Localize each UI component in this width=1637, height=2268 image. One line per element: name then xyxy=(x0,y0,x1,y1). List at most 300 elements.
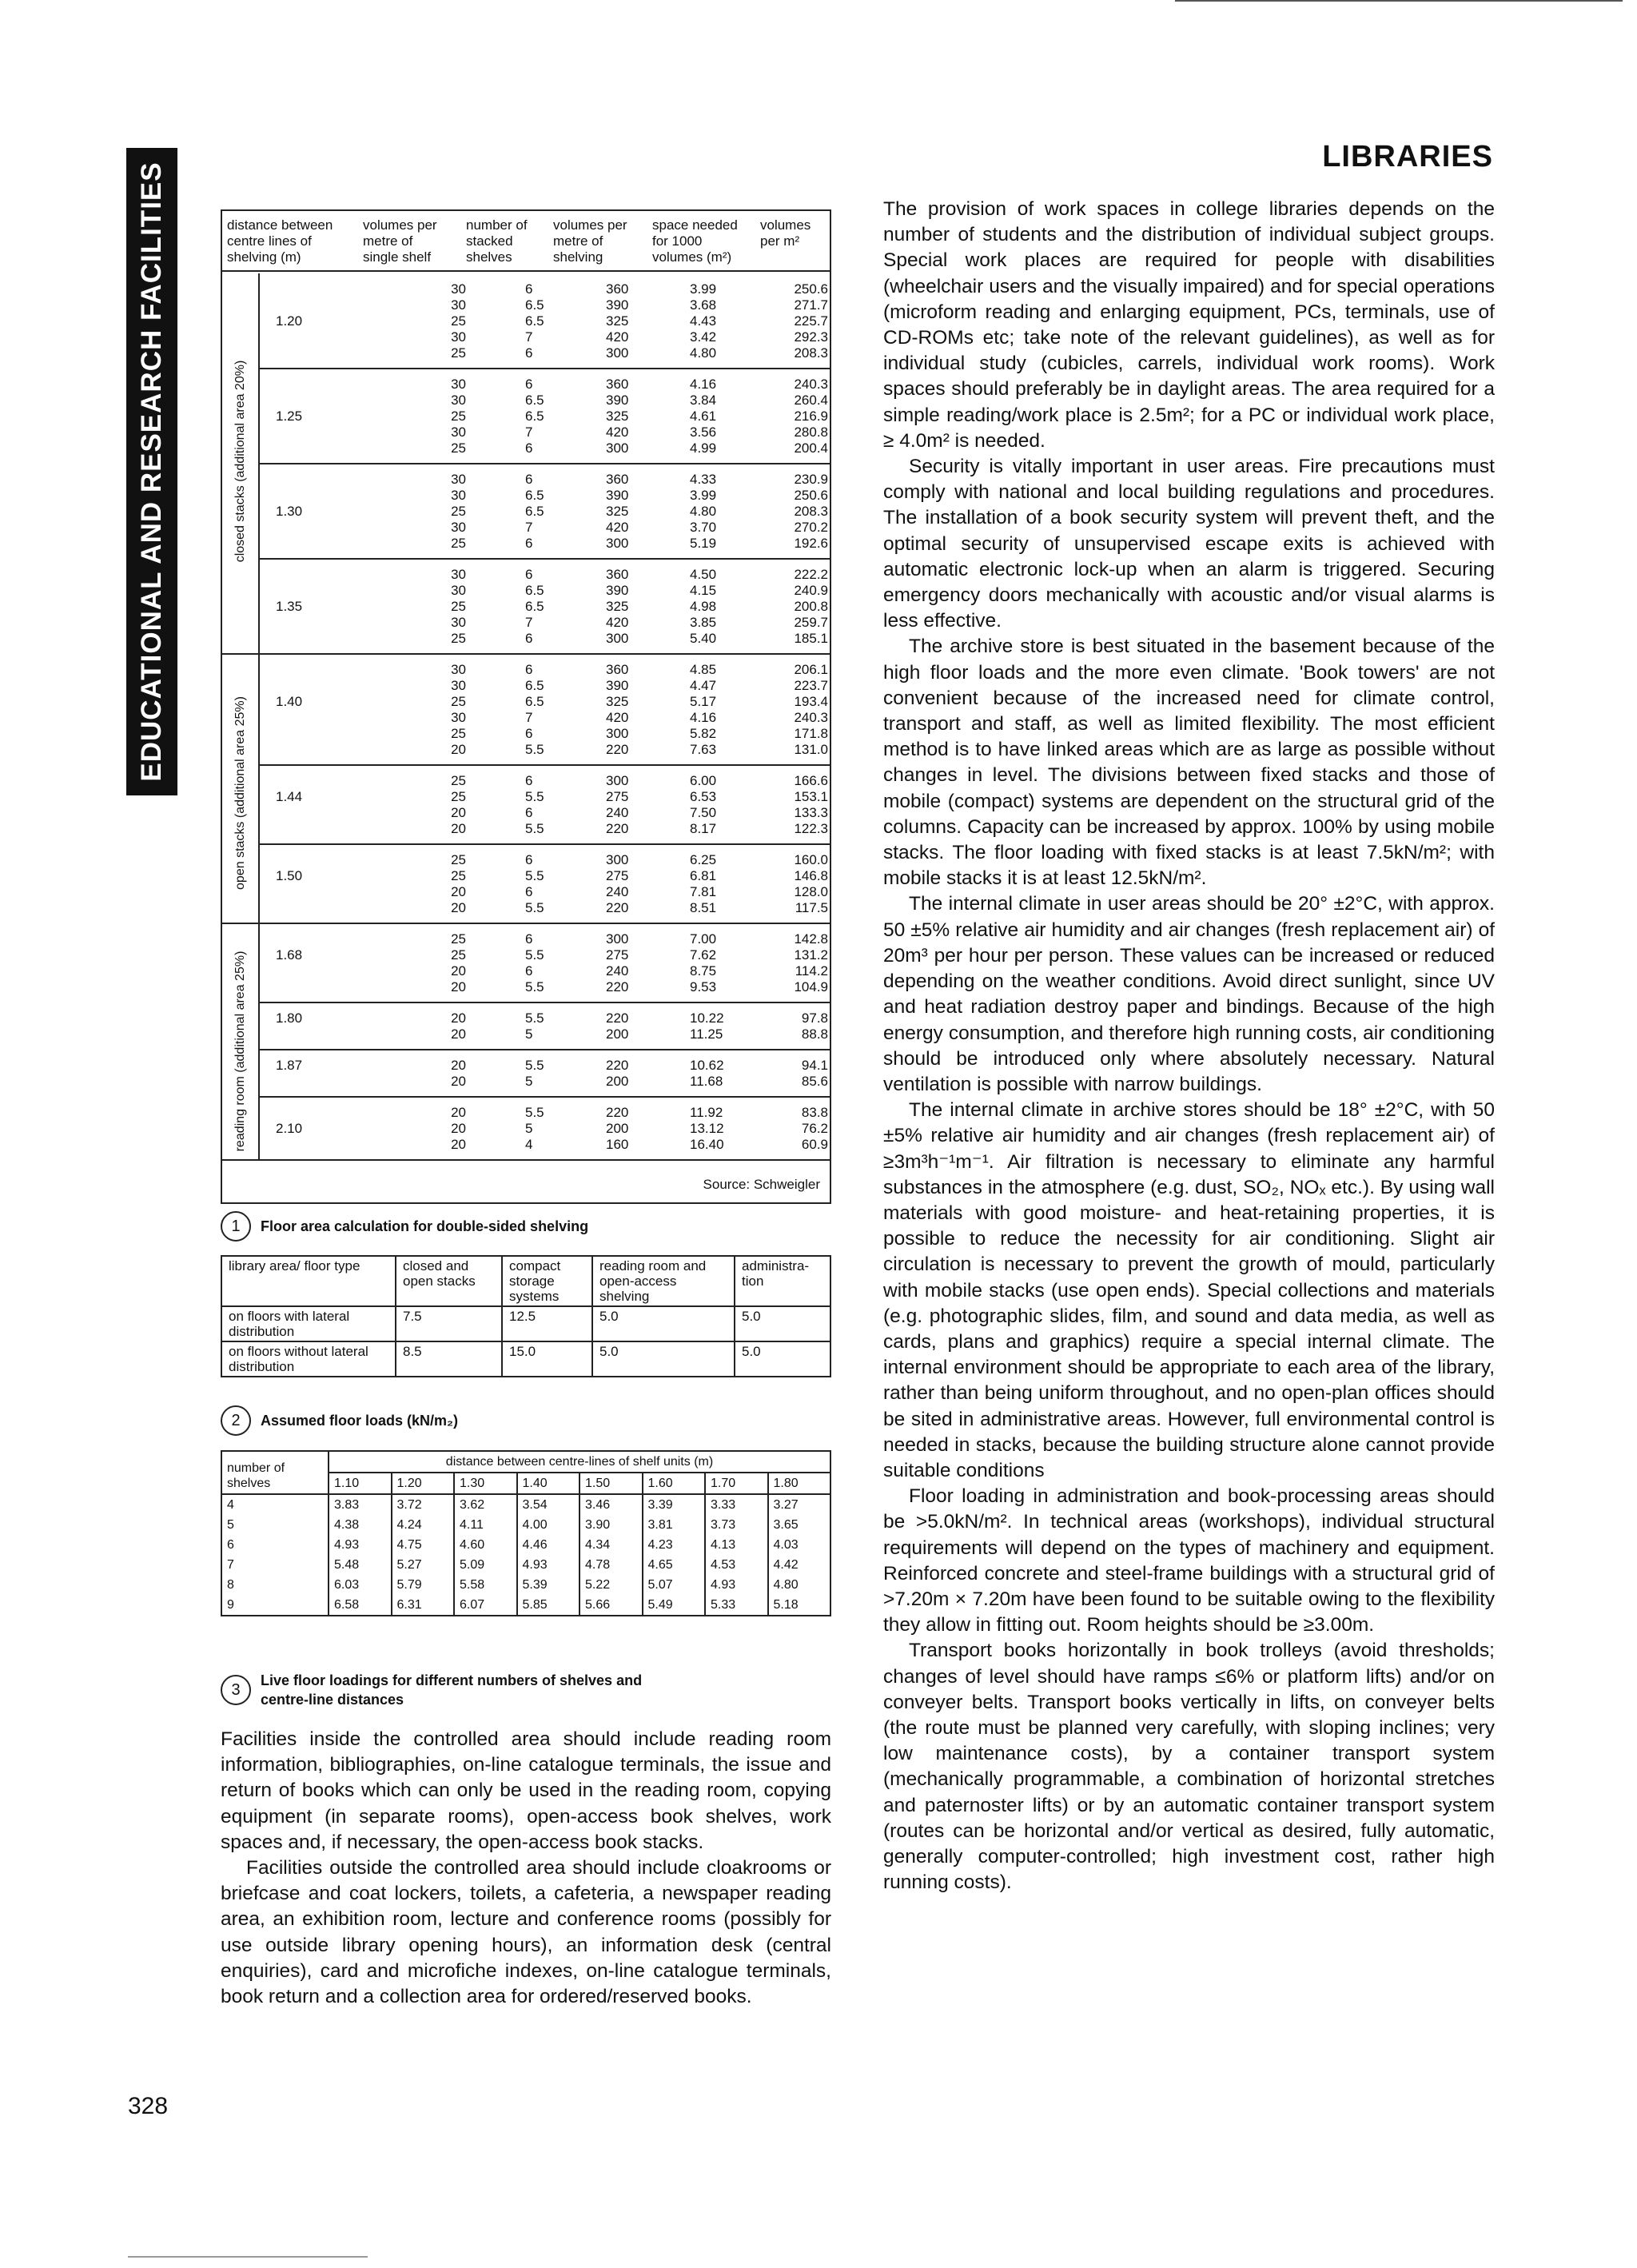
group-distance: 1.44 xyxy=(276,789,303,804)
column-header: 1.40 xyxy=(517,1473,580,1494)
table-cell: 122.3 xyxy=(794,821,828,836)
shelving-group xyxy=(258,281,830,361)
table-row xyxy=(258,852,830,868)
table-cell: 4.13 xyxy=(705,1535,768,1555)
table-cell: 4.85 xyxy=(690,662,717,677)
table-cell: 7 xyxy=(525,425,533,440)
table-cell: 76.2 xyxy=(801,1121,828,1136)
table-cell: 5 xyxy=(525,1074,533,1089)
table-cell: 275 xyxy=(606,868,629,883)
table-cell: 4.93 xyxy=(705,1575,768,1595)
table-cell: 20 xyxy=(451,1010,466,1026)
table-cell: 5.09 xyxy=(454,1555,517,1575)
table-cell: 300 xyxy=(606,852,629,867)
caption-number: 2 xyxy=(221,1405,251,1436)
table-cell: 4.78 xyxy=(580,1555,643,1575)
table-cell: 4.80 xyxy=(768,1575,831,1595)
table-cell: 4.15 xyxy=(690,583,717,598)
table-cell: 5.19 xyxy=(690,536,717,551)
table-cell: 225.7 xyxy=(794,313,828,329)
table-cell: 300 xyxy=(606,773,629,788)
table-cell: 200.4 xyxy=(794,440,828,456)
table-row xyxy=(258,520,830,536)
table-cell: 25 xyxy=(451,440,466,456)
table-row xyxy=(258,567,830,583)
table-cell: 3.33 xyxy=(705,1494,768,1515)
table-cell: 6.5 xyxy=(525,488,544,503)
table-cell: 30 xyxy=(451,425,466,440)
table-cell: 7.81 xyxy=(690,884,717,899)
table-cell: 30 xyxy=(451,281,466,297)
table-cell: 10.22 xyxy=(690,1010,724,1026)
table-row xyxy=(258,694,830,710)
table-cell: 20 xyxy=(451,821,466,836)
table-cell: 5.39 xyxy=(517,1575,580,1595)
table-cell: 7 xyxy=(525,520,533,535)
group-divider xyxy=(222,923,830,924)
table-row xyxy=(258,313,830,329)
table-row xyxy=(258,1137,830,1153)
group-distance: 1.80 xyxy=(276,1010,303,1026)
table-cell: 7.63 xyxy=(690,742,717,757)
table-cell: 4.80 xyxy=(690,504,717,519)
table-cell: 6.5 xyxy=(525,583,544,598)
table-cell: 250.6 xyxy=(794,488,828,503)
table-cell: 7 xyxy=(525,329,533,345)
header-space-needed: space needed for 1000 volumes (m²) xyxy=(652,217,738,265)
table-cell: 13.12 xyxy=(690,1121,724,1136)
group-divider xyxy=(258,1096,830,1098)
table-cell: 390 xyxy=(606,393,629,408)
shelving-group xyxy=(258,852,830,916)
table-cell: 6.5 xyxy=(525,409,544,424)
table-cell: 6 xyxy=(525,662,533,677)
table-cell: 5.79 xyxy=(392,1575,455,1595)
table-cell: 200 xyxy=(606,1121,629,1136)
column-header: 1.80 xyxy=(768,1473,831,1494)
table-cell: 6 xyxy=(525,805,533,820)
table-cell: 5.49 xyxy=(643,1595,706,1616)
table-cell: 5.5 xyxy=(525,947,544,963)
table-cell: 259.7 xyxy=(794,615,828,630)
table-cell: 4.23 xyxy=(643,1535,706,1555)
paragraph: The archive store is best situated in the basement because of the high floor loads and the more even climate. 'Book towers' are not convenient because of the increased need for climate control, transport and staff, as well as limited flexibility. The most efficient method is to have linked areas which are as large as possible without changes in level. The divisions between fixed stacks and those of mobile (compact) systems are dependent on the structural grid of the columns. Capacity can be increased by approx. 100% by using mobile stacks. The floor loading with fixed stacks is at least 7.5kN/m²; with mobile stacks it is at least 12.5kN/m². xyxy=(883,636,1495,890)
live-floor-loadings-table xyxy=(221,1450,831,1616)
table-cell: 30 xyxy=(451,393,466,408)
table-cell: 160.0 xyxy=(794,852,828,867)
table-cell: 6.5 xyxy=(525,694,544,709)
table-cell: 4 xyxy=(221,1494,329,1515)
column-header: 1.20 xyxy=(392,1473,455,1494)
table-row xyxy=(258,868,830,884)
table-cell: 25 xyxy=(451,409,466,424)
table-cell: 4.93 xyxy=(329,1535,392,1555)
table-cell: 6.00 xyxy=(690,773,717,788)
table-cell: 30 xyxy=(451,678,466,693)
table-cell: 6 xyxy=(525,631,533,646)
table-cell: 131.2 xyxy=(794,947,828,963)
table-cell: 20 xyxy=(451,1121,466,1136)
table-row xyxy=(258,281,830,297)
table-cell: 420 xyxy=(606,329,629,345)
table-cell: 240.9 xyxy=(794,583,828,598)
table-cell: 25 xyxy=(451,599,466,614)
table-cell: 7.00 xyxy=(690,931,717,947)
table-cell: on floors without lateral distribution xyxy=(221,1341,396,1377)
table-cell: 220 xyxy=(606,742,629,757)
table-row xyxy=(258,615,830,631)
table-cell: 6.5 xyxy=(525,599,544,614)
table-cell: 300 xyxy=(606,345,629,361)
table-cell: 220 xyxy=(606,821,629,836)
table-cell: 11.25 xyxy=(690,1026,723,1042)
table-cell: 25 xyxy=(451,694,466,709)
table-cell: 171.8 xyxy=(794,726,828,741)
table-cell: 3.99 xyxy=(690,281,717,297)
table-cell: 5.22 xyxy=(580,1575,643,1595)
group-distance: 1.68 xyxy=(276,947,303,963)
table-cell: 420 xyxy=(606,615,629,630)
header-cell: library area/ floor type xyxy=(221,1256,396,1306)
table-cell: 390 xyxy=(606,297,629,313)
table-cell: 8.51 xyxy=(690,900,717,915)
table-cell: 25 xyxy=(451,789,466,804)
table-cell: 146.8 xyxy=(794,868,828,883)
table-row xyxy=(258,963,830,979)
header-cell: compact storage systems xyxy=(502,1256,592,1306)
table-cell: 4.60 xyxy=(454,1535,517,1555)
group-distance: 1.87 xyxy=(276,1058,303,1073)
table-row xyxy=(258,1058,830,1074)
table-cell: 360 xyxy=(606,281,629,297)
shelving-group xyxy=(258,662,830,758)
table-cell: 5.5 xyxy=(525,789,544,804)
group-distance: 1.40 xyxy=(276,694,303,709)
group-divider xyxy=(258,368,830,369)
table-cell: 4.75 xyxy=(392,1535,455,1555)
table-row xyxy=(221,1595,830,1616)
table-cell: 6.31 xyxy=(392,1595,455,1616)
group-divider xyxy=(258,764,830,766)
table-cell: 12.5 xyxy=(502,1306,592,1341)
group-divider xyxy=(258,463,830,464)
table-cell: 206.1 xyxy=(794,662,828,677)
table-row xyxy=(258,979,830,995)
table-cell: 6 xyxy=(525,440,533,456)
table-cell: 300 xyxy=(606,726,629,741)
table-cell: 360 xyxy=(606,377,629,392)
table-cell: 16.40 xyxy=(690,1137,724,1152)
table-cell: 6.81 xyxy=(690,868,717,883)
table-row xyxy=(221,1341,830,1377)
table-cell: 6 xyxy=(525,281,533,297)
table-cell: 25 xyxy=(451,773,466,788)
table-cell: 240 xyxy=(606,963,629,979)
group-distance: 2.10 xyxy=(276,1121,303,1136)
table-row xyxy=(221,1494,830,1515)
table-cell: 30 xyxy=(451,567,466,582)
table-cell: 3.85 xyxy=(690,615,717,630)
table-cell: 117.5 xyxy=(795,900,828,915)
table-cell: 25 xyxy=(451,947,466,963)
table-row xyxy=(258,742,830,758)
table-cell: 6 xyxy=(525,536,533,551)
left-text-column xyxy=(221,1727,831,2010)
section-sidebar xyxy=(126,148,177,795)
table-cell: on floors with lateral distribution xyxy=(221,1306,396,1341)
table-cell: 3.27 xyxy=(768,1494,831,1515)
table-cell: 30 xyxy=(451,583,466,598)
table-cell: 97.8 xyxy=(801,1010,828,1026)
paragraph: Facilities outside the controlled area should include cloakrooms or briefcase and coat lockers, toilets, a cafeteria, a newspaper reading area, an exhibition room, lecture and conference rooms (possibly for use outside library opening hours), an information desk (central enquiries), card and microfiche indexes, on-line catalogue terminals, book return and a collection area for ordered/reserved books. xyxy=(221,1857,831,2008)
column-header: 1.30 xyxy=(454,1473,517,1494)
table-cell: 131.0 xyxy=(794,742,828,757)
table-row xyxy=(258,1121,830,1137)
table-cell: 6.07 xyxy=(454,1595,517,1616)
table-cell: 5.18 xyxy=(768,1595,831,1616)
table-cell: 8.75 xyxy=(690,963,717,979)
column-header: 1.70 xyxy=(705,1473,768,1494)
table-cell: 271.7 xyxy=(794,297,828,313)
table-cell: 4 xyxy=(525,1137,533,1152)
header-cell: administra- tion xyxy=(735,1256,830,1306)
table-row xyxy=(258,678,830,694)
table-cell: 20 xyxy=(451,1105,466,1120)
caption-3 xyxy=(221,1671,642,1709)
caption-number: 1 xyxy=(221,1211,251,1242)
caption-1 xyxy=(221,1211,588,1242)
page-number: 328 xyxy=(128,2093,169,2119)
table-cell: 360 xyxy=(606,472,629,487)
table-cell: 420 xyxy=(606,425,629,440)
table-cell: 7 xyxy=(221,1555,329,1575)
table-cell: 114.2 xyxy=(795,963,828,979)
table-row xyxy=(258,662,830,678)
header-cell: reading room and open-access shelving xyxy=(592,1256,735,1306)
header-volumes-per-shelving: volumes per metre of shelving xyxy=(553,217,627,265)
table-row xyxy=(258,1105,830,1121)
table-cell: 5.48 xyxy=(329,1555,392,1575)
table-cell: 6.53 xyxy=(690,789,717,804)
table-cell: 3.68 xyxy=(690,297,717,313)
table-cell: 185.1 xyxy=(794,631,828,646)
table-cell: 30 xyxy=(451,472,466,487)
table-cell: 5.5 xyxy=(525,821,544,836)
table-row xyxy=(258,947,830,963)
table-cell: 3.84 xyxy=(690,393,717,408)
table-row xyxy=(258,789,830,805)
table-cell: 420 xyxy=(606,710,629,725)
shelving-group xyxy=(258,567,830,647)
table-cell: 5.0 xyxy=(735,1306,830,1341)
table-cell: 60.9 xyxy=(801,1137,828,1152)
table-cell: 3.39 xyxy=(643,1494,706,1515)
table-cell: 6 xyxy=(525,377,533,392)
table-cell: 4.03 xyxy=(768,1535,831,1555)
table-cell: 5.33 xyxy=(705,1595,768,1616)
table-cell: 6.5 xyxy=(525,393,544,408)
header-volumes-per-m2: volumes per m² xyxy=(760,217,811,249)
table-cell: 220 xyxy=(606,1010,629,1026)
table-cell: 4.33 xyxy=(690,472,717,487)
table-cell: 25 xyxy=(451,868,466,883)
table-cell: 6 xyxy=(221,1535,329,1555)
shelving-group xyxy=(258,931,830,995)
table1-body xyxy=(222,273,830,1202)
group-distance: 1.30 xyxy=(276,504,303,519)
table-cell: 20 xyxy=(451,900,466,915)
table-row xyxy=(258,726,830,742)
header-cell: closed and open stacks xyxy=(396,1256,502,1306)
table-cell: 7.50 xyxy=(690,805,717,820)
table-row xyxy=(258,504,830,520)
table-cell: 4.42 xyxy=(768,1555,831,1575)
table-cell: 8 xyxy=(221,1575,329,1595)
paragraph: Facilities inside the controlled area should include reading room information, bibliographies, on-line catalogue terminals, the issue and return of books which can only be used in the reading room, copying equipment (in separate rooms), open-access book shelves, work spaces and, if necessary, the open-access book stacks. xyxy=(221,1728,831,1853)
table-cell: 7 xyxy=(525,615,533,630)
span-header: distance between centre-lines of shelf units (m) xyxy=(329,1451,830,1473)
table-row xyxy=(221,1515,830,1535)
group-divider xyxy=(258,1002,830,1003)
table-cell: 3.56 xyxy=(690,425,717,440)
table-cell: 4.11 xyxy=(454,1515,517,1535)
paragraph: The provision of work spaces in college libraries depends on the number of students and the distribution of individual subject groups. Special work places are required for people with disabilities (wheelchair users and the visually impaired) and for special operations (microform reading and enlarging equipment, PCs, terminals, use of CD-ROMs etc; take note of the relevant guidelines), as well as for individual study (cubicles, carrels, individual work rooms). Work spaces should preferably be in daylight areas. The area required for a simple reading/work place is 2.5m²; for a PC or individual work place, ≥ 4.0m² is needed. xyxy=(883,198,1495,452)
table-cell: 6.58 xyxy=(329,1595,392,1616)
table-cell: 25 xyxy=(451,931,466,947)
table1-header xyxy=(222,214,830,272)
table-row xyxy=(258,1010,830,1026)
table-cell: 4.98 xyxy=(690,599,717,614)
table-cell: 360 xyxy=(606,662,629,677)
table-cell: 390 xyxy=(606,678,629,693)
table-cell: 9 xyxy=(221,1595,329,1616)
table-row xyxy=(258,805,830,821)
table-cell: 220 xyxy=(606,900,629,915)
table-cell: 142.8 xyxy=(794,931,828,947)
table-cell: 5 xyxy=(525,1026,533,1042)
table-cell: 260.4 xyxy=(794,393,828,408)
table-cell: 11.92 xyxy=(690,1105,723,1120)
table-cell: 6 xyxy=(525,726,533,741)
table-cell: 25 xyxy=(451,536,466,551)
table-cell: 6 xyxy=(525,345,533,361)
table-cell: 11.68 xyxy=(690,1074,723,1089)
table-cell: 5.5 xyxy=(525,1105,544,1120)
table-cell: 4.24 xyxy=(392,1515,455,1535)
table-cell: 325 xyxy=(606,694,629,709)
header-volumes-per-metre: volumes per metre of single shelf xyxy=(363,217,437,265)
table-cell: 166.6 xyxy=(794,773,828,788)
group-divider xyxy=(258,1049,830,1050)
table-cell: 20 xyxy=(451,963,466,979)
table-cell: 220 xyxy=(606,979,629,994)
table-row xyxy=(258,329,830,345)
shelving-group xyxy=(258,472,830,552)
table-cell: 5 xyxy=(525,1121,533,1136)
table-cell: 5.5 xyxy=(525,868,544,883)
table-cell: 7.5 xyxy=(396,1306,502,1341)
table-cell: 4.50 xyxy=(690,567,717,582)
table-cell: 6 xyxy=(525,963,533,979)
table-cell: 208.3 xyxy=(794,345,828,361)
table-bottom-divider xyxy=(222,1159,830,1161)
table-cell: 6.5 xyxy=(525,678,544,693)
row-header: number of shelves xyxy=(221,1451,329,1494)
table-cell: 6 xyxy=(525,773,533,788)
table3-body xyxy=(221,1451,830,1616)
table-row xyxy=(258,900,830,916)
table-cell: 20 xyxy=(451,1137,466,1152)
table-row xyxy=(221,1451,830,1473)
table-cell: 5.0 xyxy=(735,1341,830,1377)
table-cell: 3.62 xyxy=(454,1494,517,1515)
table-cell: 5.58 xyxy=(454,1575,517,1595)
table-cell: 3.81 xyxy=(643,1515,706,1535)
table-cell: 20 xyxy=(451,742,466,757)
table-cell: 275 xyxy=(606,789,629,804)
table-cell: 30 xyxy=(451,615,466,630)
table-cell: 10.62 xyxy=(690,1058,724,1073)
table-cell: 5.0 xyxy=(592,1306,735,1341)
table-row xyxy=(221,1535,830,1555)
table-cell: 5.40 xyxy=(690,631,717,646)
table-cell: 6 xyxy=(525,567,533,582)
table-cell: 5.27 xyxy=(392,1555,455,1575)
floor-loads-table xyxy=(221,1255,831,1377)
table-row xyxy=(258,773,830,789)
table-cell: 6.5 xyxy=(525,297,544,313)
table-cell: 3.72 xyxy=(392,1494,455,1515)
sidebar-label: EDUCATIONAL AND RESEARCH FACILITIES xyxy=(136,161,167,782)
table-cell: 5.0 xyxy=(592,1341,735,1377)
table-cell: 230.9 xyxy=(794,472,828,487)
table-cell: 6 xyxy=(525,884,533,899)
table-row xyxy=(221,1256,830,1306)
table-cell: 25 xyxy=(451,504,466,519)
column-header: 1.50 xyxy=(580,1473,643,1494)
table-cell: 3.70 xyxy=(690,520,717,535)
table-cell: 3.42 xyxy=(690,329,717,345)
table-cell: 6.03 xyxy=(329,1575,392,1595)
table-cell: 4.00 xyxy=(517,1515,580,1535)
caption-text: Assumed floor loads (kN/m₂) xyxy=(261,1413,459,1429)
table-cell: 6.5 xyxy=(525,313,544,329)
paragraph: Security is vitally important in user areas. Fire precautions must comply with national and local building regulations and procedures. The installation of a book security system will prevent theft, and the optimal security of unsupervised escape exits is achieved with automatic electronic lock-up when an alarm is triggered. Securing emergency doors mechanically with acoustic and/or visual alarms is less effective. xyxy=(883,456,1495,632)
table-cell: 6 xyxy=(525,472,533,487)
table-cell: 275 xyxy=(606,947,629,963)
group-distance: 1.50 xyxy=(276,868,303,883)
table-cell: 325 xyxy=(606,313,629,329)
table-cell: 20 xyxy=(451,979,466,994)
table-cell: 4.16 xyxy=(690,377,717,392)
shelving-group xyxy=(258,1010,830,1042)
table-cell: 4.47 xyxy=(690,678,717,693)
table-row xyxy=(258,377,830,393)
table-cell: 200.8 xyxy=(794,599,828,614)
table-cell: 240 xyxy=(606,805,629,820)
table-cell: 153.1 xyxy=(794,789,828,804)
table-cell: 200 xyxy=(606,1026,629,1042)
table-cell: 3.73 xyxy=(705,1515,768,1535)
table-cell: 300 xyxy=(606,536,629,551)
table-row xyxy=(258,536,830,552)
table-cell: 220 xyxy=(606,1105,629,1120)
table-cell: 5.5 xyxy=(525,1010,544,1026)
table-cell: 4.65 xyxy=(643,1555,706,1575)
table-cell: 8.5 xyxy=(396,1341,502,1377)
category-reading-room: reading room (additional area 25%) xyxy=(233,951,247,1151)
paragraph: The internal climate in user areas should be 20° ±2°C, with approx. 50 ±5% relative air humidity and air changes (fresh replacement air) of 20m³ per hour per person. These values can be increased or reduced depending on the weather conditions. Avoid direct sunlight, since UV and heat radiation destroy paper and bindings. Because of the high energy consumption, and therefore high running costs, air conditioning should be introduced only where absolutely necessary. Natural ventilation is possible with narrow buildings. xyxy=(883,893,1495,1095)
